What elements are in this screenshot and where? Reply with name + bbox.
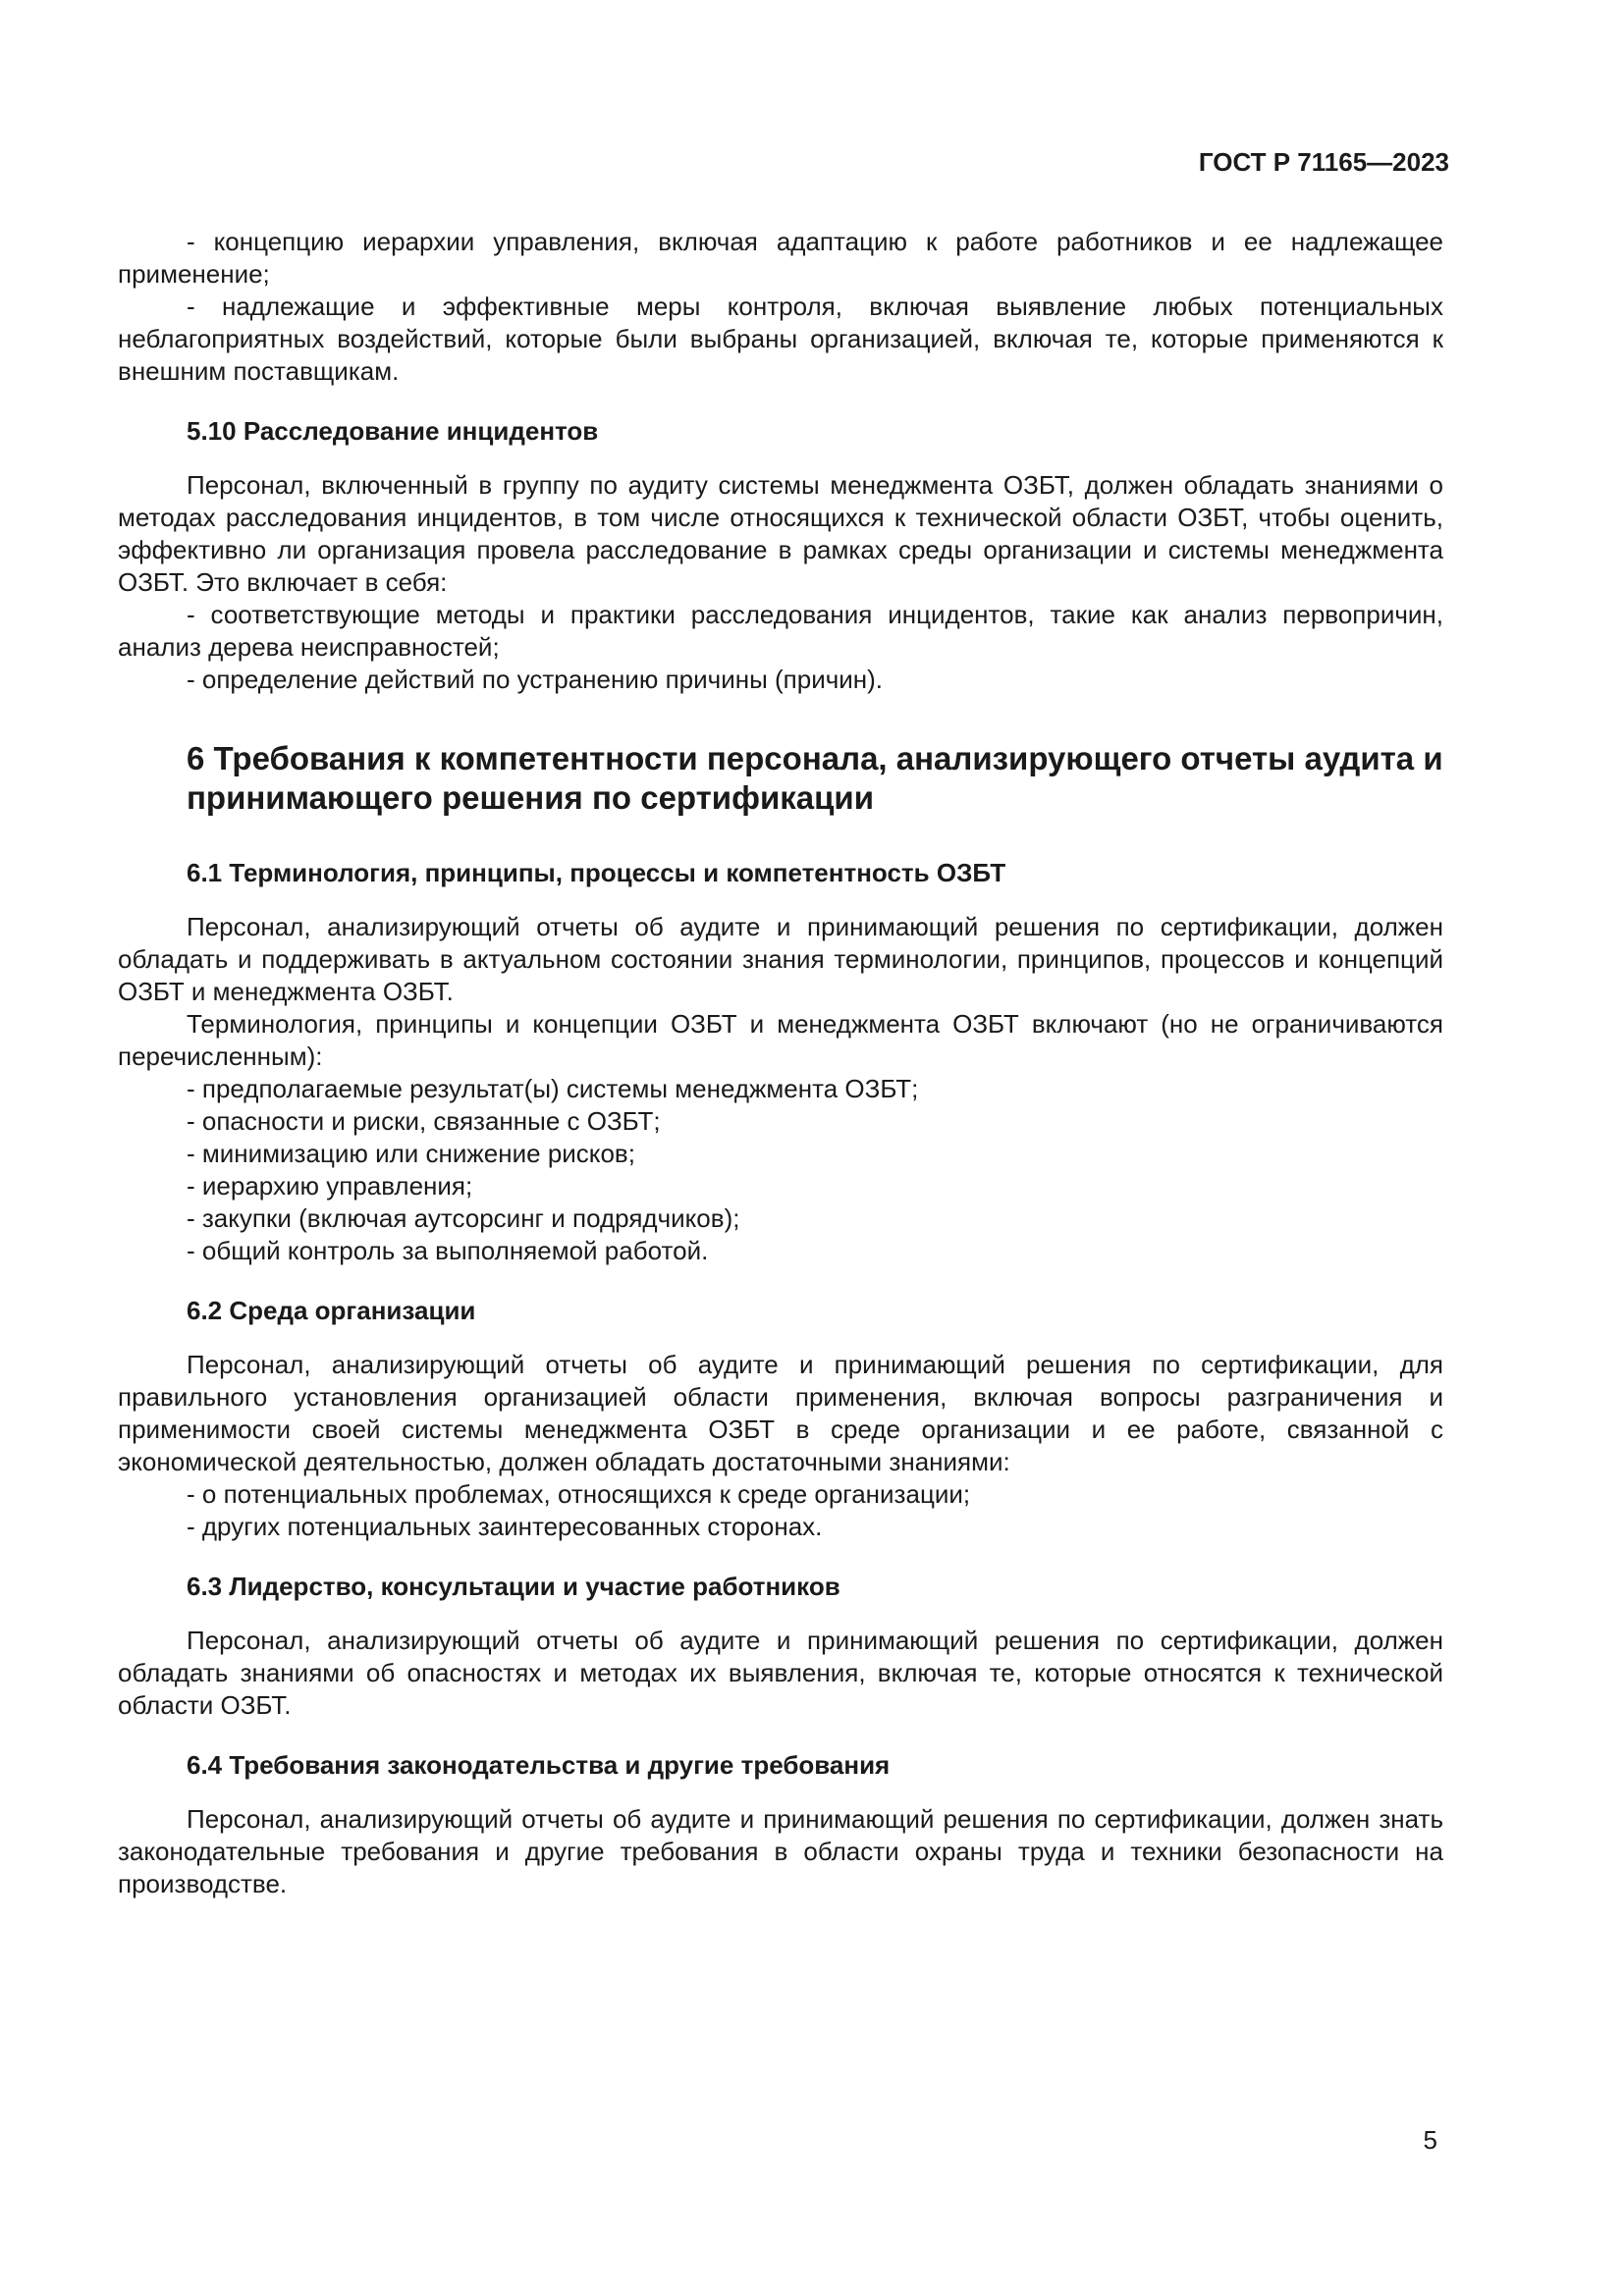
list-item: - других потенциальных заинтересованных сторонах. — [187, 1512, 823, 1541]
list-item: - предполагаемые результат(ы) системы менеджмента ОЗБТ; — [187, 1074, 919, 1103]
document-id-header: ГОСТ Р 71165—2023 — [1198, 147, 1449, 177]
section-heading-6-3: 6.3 Лидерство, консультации и участие работников — [187, 1572, 840, 1601]
list-item: - определение действий по устранению причины (причин). — [187, 665, 884, 694]
section-heading-6-1: 6.1 Терминология, принципы, процессы и компетентность ОЗБТ — [187, 858, 1006, 887]
list-item: - соответствующие методы и практики расследования инцидентов, такие как анализ первопричин, анализ дерева неисправностей; — [118, 600, 1443, 662]
paragraph: Персонал, анализирующий отчеты об аудите и принимающий решения по сертификации, должен знать законодательные требования и другие требования в области охраны труда и техники безопасности на производстве. — [118, 1804, 1443, 1898]
list-item: - иерархию управления; — [187, 1171, 473, 1201]
page-number: 5 — [1423, 2125, 1437, 2155]
paragraph: Персонал, анализирующий отчеты об аудите и принимающий решения по сертификации, должен обладать знаниями об опасностях и методах их выявления, включая те, которые относятся к технической области ОЗБТ. — [118, 1626, 1443, 1720]
section-heading-5-10: 5.10 Расследование инцидентов — [187, 416, 599, 446]
section-heading-6: 6 Требования к компетентности персонала, анализирующего отчеты аудита и принимающего решения по сертификации — [187, 740, 1443, 816]
section-heading-6-2: 6.2 Среда организации — [187, 1296, 476, 1325]
paragraph: Персонал, включенный в группу по аудиту системы менеджмента ОЗБТ, должен обладать знаниями о методах расследования инцидентов, в том числе относящихся к технической области ОЗБТ, чтобы оценить, эффективно ли организация провела расследование в рамках среды организации и системы менеджмента ОЗБТ. Это включает в себя: — [118, 470, 1443, 597]
list-item: - опасности и риски, связанные с ОЗБТ; — [187, 1106, 661, 1136]
list-item: - надлежащие и эффективные меры контроля, включая выявление любых потенциальных неблагоприятных воздействий, которые были выбраны организацией, включая те, которые применяются к внешним поставщикам. — [118, 292, 1443, 386]
paragraph: Персонал, анализирующий отчеты об аудите и принимающий решения по сертификации, должен обладать и поддерживать в актуальном состоянии знания терминологии, принципов, процессов и концепций ОЗБТ и менеджмента ОЗБТ. — [118, 912, 1443, 1006]
section-heading-6-4: 6.4 Требования законодательства и другие требования — [187, 1750, 891, 1780]
document-body — [118, 226, 1443, 1900]
list-item: - концепцию иерархии управления, включая адаптацию к работе работников и ее надлежащее применение; — [118, 227, 1443, 289]
paragraph: Персонал, анализирующий отчеты об аудите и принимающий решения по сертификации, для правильного установления организацией области применения, включая вопросы разграничения и применимости своей системы менеджмента ОЗБТ в среде организации и ее работе, связанной с экономической деятельностью, должен обладать достаточными знаниями: — [118, 1350, 1443, 1476]
list-item: - минимизацию или снижение рисков; — [187, 1139, 635, 1168]
list-item: - общий контроль за выполняемой работой. — [187, 1236, 709, 1265]
list-item: - закупки (включая аутсорсинг и подрядчиков); — [187, 1203, 740, 1233]
paragraph: Терминология, принципы и концепции ОЗБТ и менеджмента ОЗБТ включают (но не ограничиваются перечисленным): — [118, 1009, 1443, 1071]
list-item: - о потенциальных проблемах, относящихся к среде организации; — [187, 1479, 971, 1509]
